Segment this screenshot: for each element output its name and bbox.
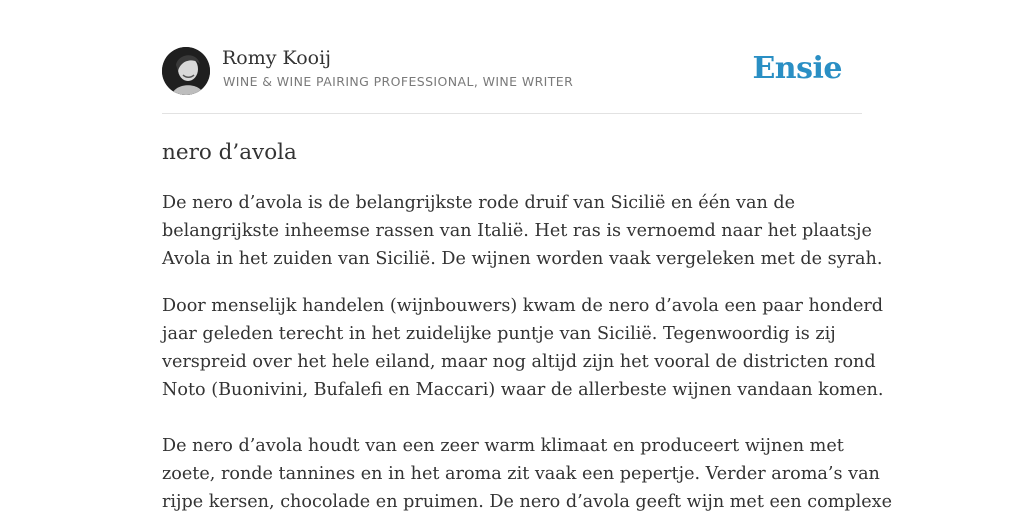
author-role: WINE & WINE PAIRING PROFESSIONAL, WINE WRITER: [223, 74, 574, 89]
paragraph-line: belangrijkste inheemse rassen van Italië. Het ras is vernoemd naar het plaatsje: [162, 221, 872, 241]
article-page: [162, 0, 893, 512]
paragraph-line: De nero d’avola is de belangrijkste rode druif van Sicilië en één van de: [162, 193, 796, 213]
paragraph-line: zoete, ronde tannines en in het aroma zit vaak een pepertje. Verder aroma’s van: [162, 464, 880, 484]
author-header: [162, 0, 862, 114]
article-body: [162, 189, 893, 512]
paragraph-line: Door menselijk handelen (wijnbouwers) kwam de nero d’avola een paar honderd: [162, 296, 884, 316]
author-avatar[interactable]: [162, 47, 210, 95]
paragraph-line: rijpe kersen, chocolade en pruimen. De nero d’avola geeft wijn met een complexe: [162, 492, 893, 512]
paragraph-1: [162, 189, 883, 273]
paragraph-line: jaar geleden terecht in het zuidelijke puntje van Sicilië. Tegenwoordig is zij: [162, 324, 836, 344]
article-title: nero d’avola: [162, 140, 297, 165]
paragraph-line: verspreid over het hele eiland, maar nog altijd zijn het vooral de districten rond: [162, 352, 876, 372]
paragraph-line: Noto (Buonivini, Bufalefi en Maccari) waar de allerbeste wijnen vandaan komen.: [162, 380, 884, 400]
paragraph-spacer: [162, 404, 872, 432]
avatar-photo-icon: [162, 47, 210, 95]
paragraph-line: De nero d’avola houdt van een zeer warm klimaat en produceert wijnen met: [162, 436, 844, 456]
paragraph-2: [162, 292, 884, 404]
ensie-logo[interactable]: Ensie: [752, 51, 842, 86]
paragraph-line: Avola in het zuiden van Sicilië. De wijnen worden vaak vergeleken met de syrah.: [162, 249, 883, 269]
author-name[interactable]: Romy Kooij: [222, 47, 332, 69]
paragraph-3: [162, 432, 893, 512]
